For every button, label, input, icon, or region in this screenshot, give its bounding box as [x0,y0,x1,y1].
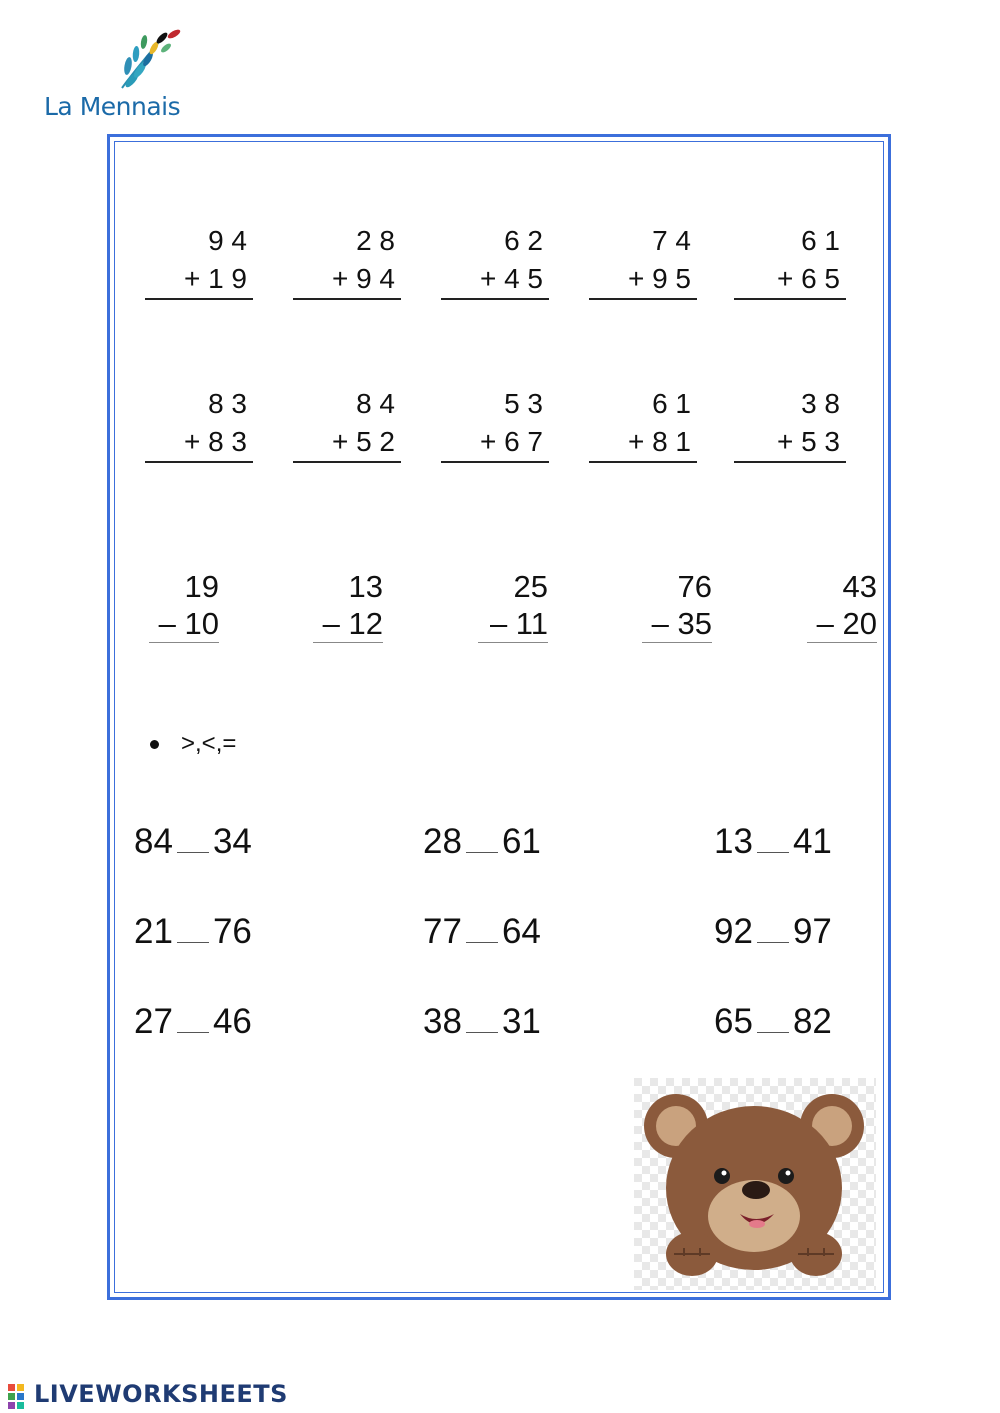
comparison-item [423,822,541,862]
answer-blank[interactable] [466,822,498,853]
right-number: 64 [501,912,541,951]
right-number: 34 [212,822,252,861]
addend-top: 8 3 [208,388,247,419]
answer-line [589,461,697,463]
subtrahend: – 10 [158,606,219,641]
addend-top: 3 8 [801,388,840,419]
subtraction-problem [478,568,548,643]
addend-top: 2 8 [356,225,395,256]
answer-line [441,461,549,463]
answer-blank[interactable] [466,1002,498,1033]
subtraction-problem [642,568,712,643]
addition-problem [441,222,549,300]
addend-top: 6 1 [652,388,691,419]
right-number: 97 [792,912,832,951]
answer-line [478,642,548,643]
answer-blank[interactable] [757,1002,789,1033]
right-number: 82 [792,1002,832,1041]
addend-bottom: + 9 5 [627,263,691,294]
right-number: 41 [792,822,832,861]
answer-blank[interactable] [757,912,789,943]
answer-line [734,461,846,463]
answer-line [293,461,401,463]
answer-line [293,298,401,300]
leaf-branch-icon [40,26,200,96]
bear-icon [634,1078,876,1290]
left-number: 27 [134,1002,173,1041]
addition-problem [293,385,401,463]
comparison-item [423,1002,541,1042]
compare-symbols: >,<,= [181,730,237,757]
subtrahend: – 20 [816,606,877,641]
addition-problem [734,222,846,300]
addition-problem [734,385,846,463]
answer-line [145,461,253,463]
answer-blank[interactable] [757,822,789,853]
addend-bottom: + 8 3 [183,426,247,457]
comparison-item [714,1002,832,1042]
comparison-item [714,912,832,952]
addend-bottom: + 6 5 [776,263,840,294]
addend-bottom: + 5 3 [776,426,840,457]
left-number: 84 [134,822,173,861]
answer-blank[interactable] [466,912,498,943]
comparison-item [134,1002,252,1042]
minuend: 43 [842,569,877,604]
answer-line [589,298,697,300]
addition-problem [293,222,401,300]
footer-brand-text: LIVEWORKSHEETS [34,1380,288,1408]
bullet-icon [150,740,159,749]
logo-text: La Mennais [44,92,181,121]
addition-problem [145,385,253,463]
comparison-item [714,822,832,862]
minuend: 19 [184,569,219,604]
addition-problem [145,222,253,300]
subtraction-problem [807,568,877,643]
comparison-item [134,912,252,952]
addend-top: 5 3 [504,388,543,419]
answer-line [642,642,712,643]
teddy-bear-illustration [634,1078,876,1290]
left-number: 28 [423,822,462,861]
answer-blank[interactable] [177,912,209,943]
addend-bottom: + 1 9 [183,263,247,294]
addend-top: 9 4 [208,225,247,256]
subtrahend: – 12 [322,606,383,641]
left-number: 13 [714,822,753,861]
minuend: 25 [513,569,548,604]
answer-line [441,298,549,300]
minuend: 76 [677,569,712,604]
addend-bottom: + 4 5 [479,263,543,294]
left-number: 92 [714,912,753,951]
addend-top: 8 4 [356,388,395,419]
right-number: 46 [212,1002,252,1041]
addend-bottom: + 5 2 [331,426,395,457]
subtraction-problem [149,568,219,643]
comparison-item [423,912,541,952]
addend-bottom: + 8 1 [627,426,691,457]
right-number: 31 [501,1002,541,1041]
la-mennais-logo [40,26,200,126]
answer-line [807,642,877,643]
answer-line [145,298,253,300]
left-number: 77 [423,912,462,951]
answer-line [734,298,846,300]
answer-line [313,642,383,643]
right-number: 61 [501,822,541,861]
left-number: 65 [714,1002,753,1041]
subtraction-problem [313,568,383,643]
compare-instruction [150,730,236,758]
left-number: 21 [134,912,173,951]
addend-bottom: + 9 4 [331,263,395,294]
addition-problem [589,385,697,463]
subtrahend: – 11 [489,606,548,641]
answer-blank[interactable] [177,1002,209,1033]
addend-bottom: + 6 7 [479,426,543,457]
comparison-item [134,822,252,862]
addend-top: 7 4 [652,225,691,256]
addend-top: 6 2 [504,225,543,256]
addition-problem [441,385,549,463]
answer-blank[interactable] [177,822,209,853]
addend-top: 6 1 [801,225,840,256]
subtrahend: – 35 [651,606,712,641]
answer-line [149,642,219,643]
minuend: 13 [348,569,383,604]
left-number: 38 [423,1002,462,1041]
addition-problem [589,222,697,300]
right-number: 76 [212,912,252,951]
